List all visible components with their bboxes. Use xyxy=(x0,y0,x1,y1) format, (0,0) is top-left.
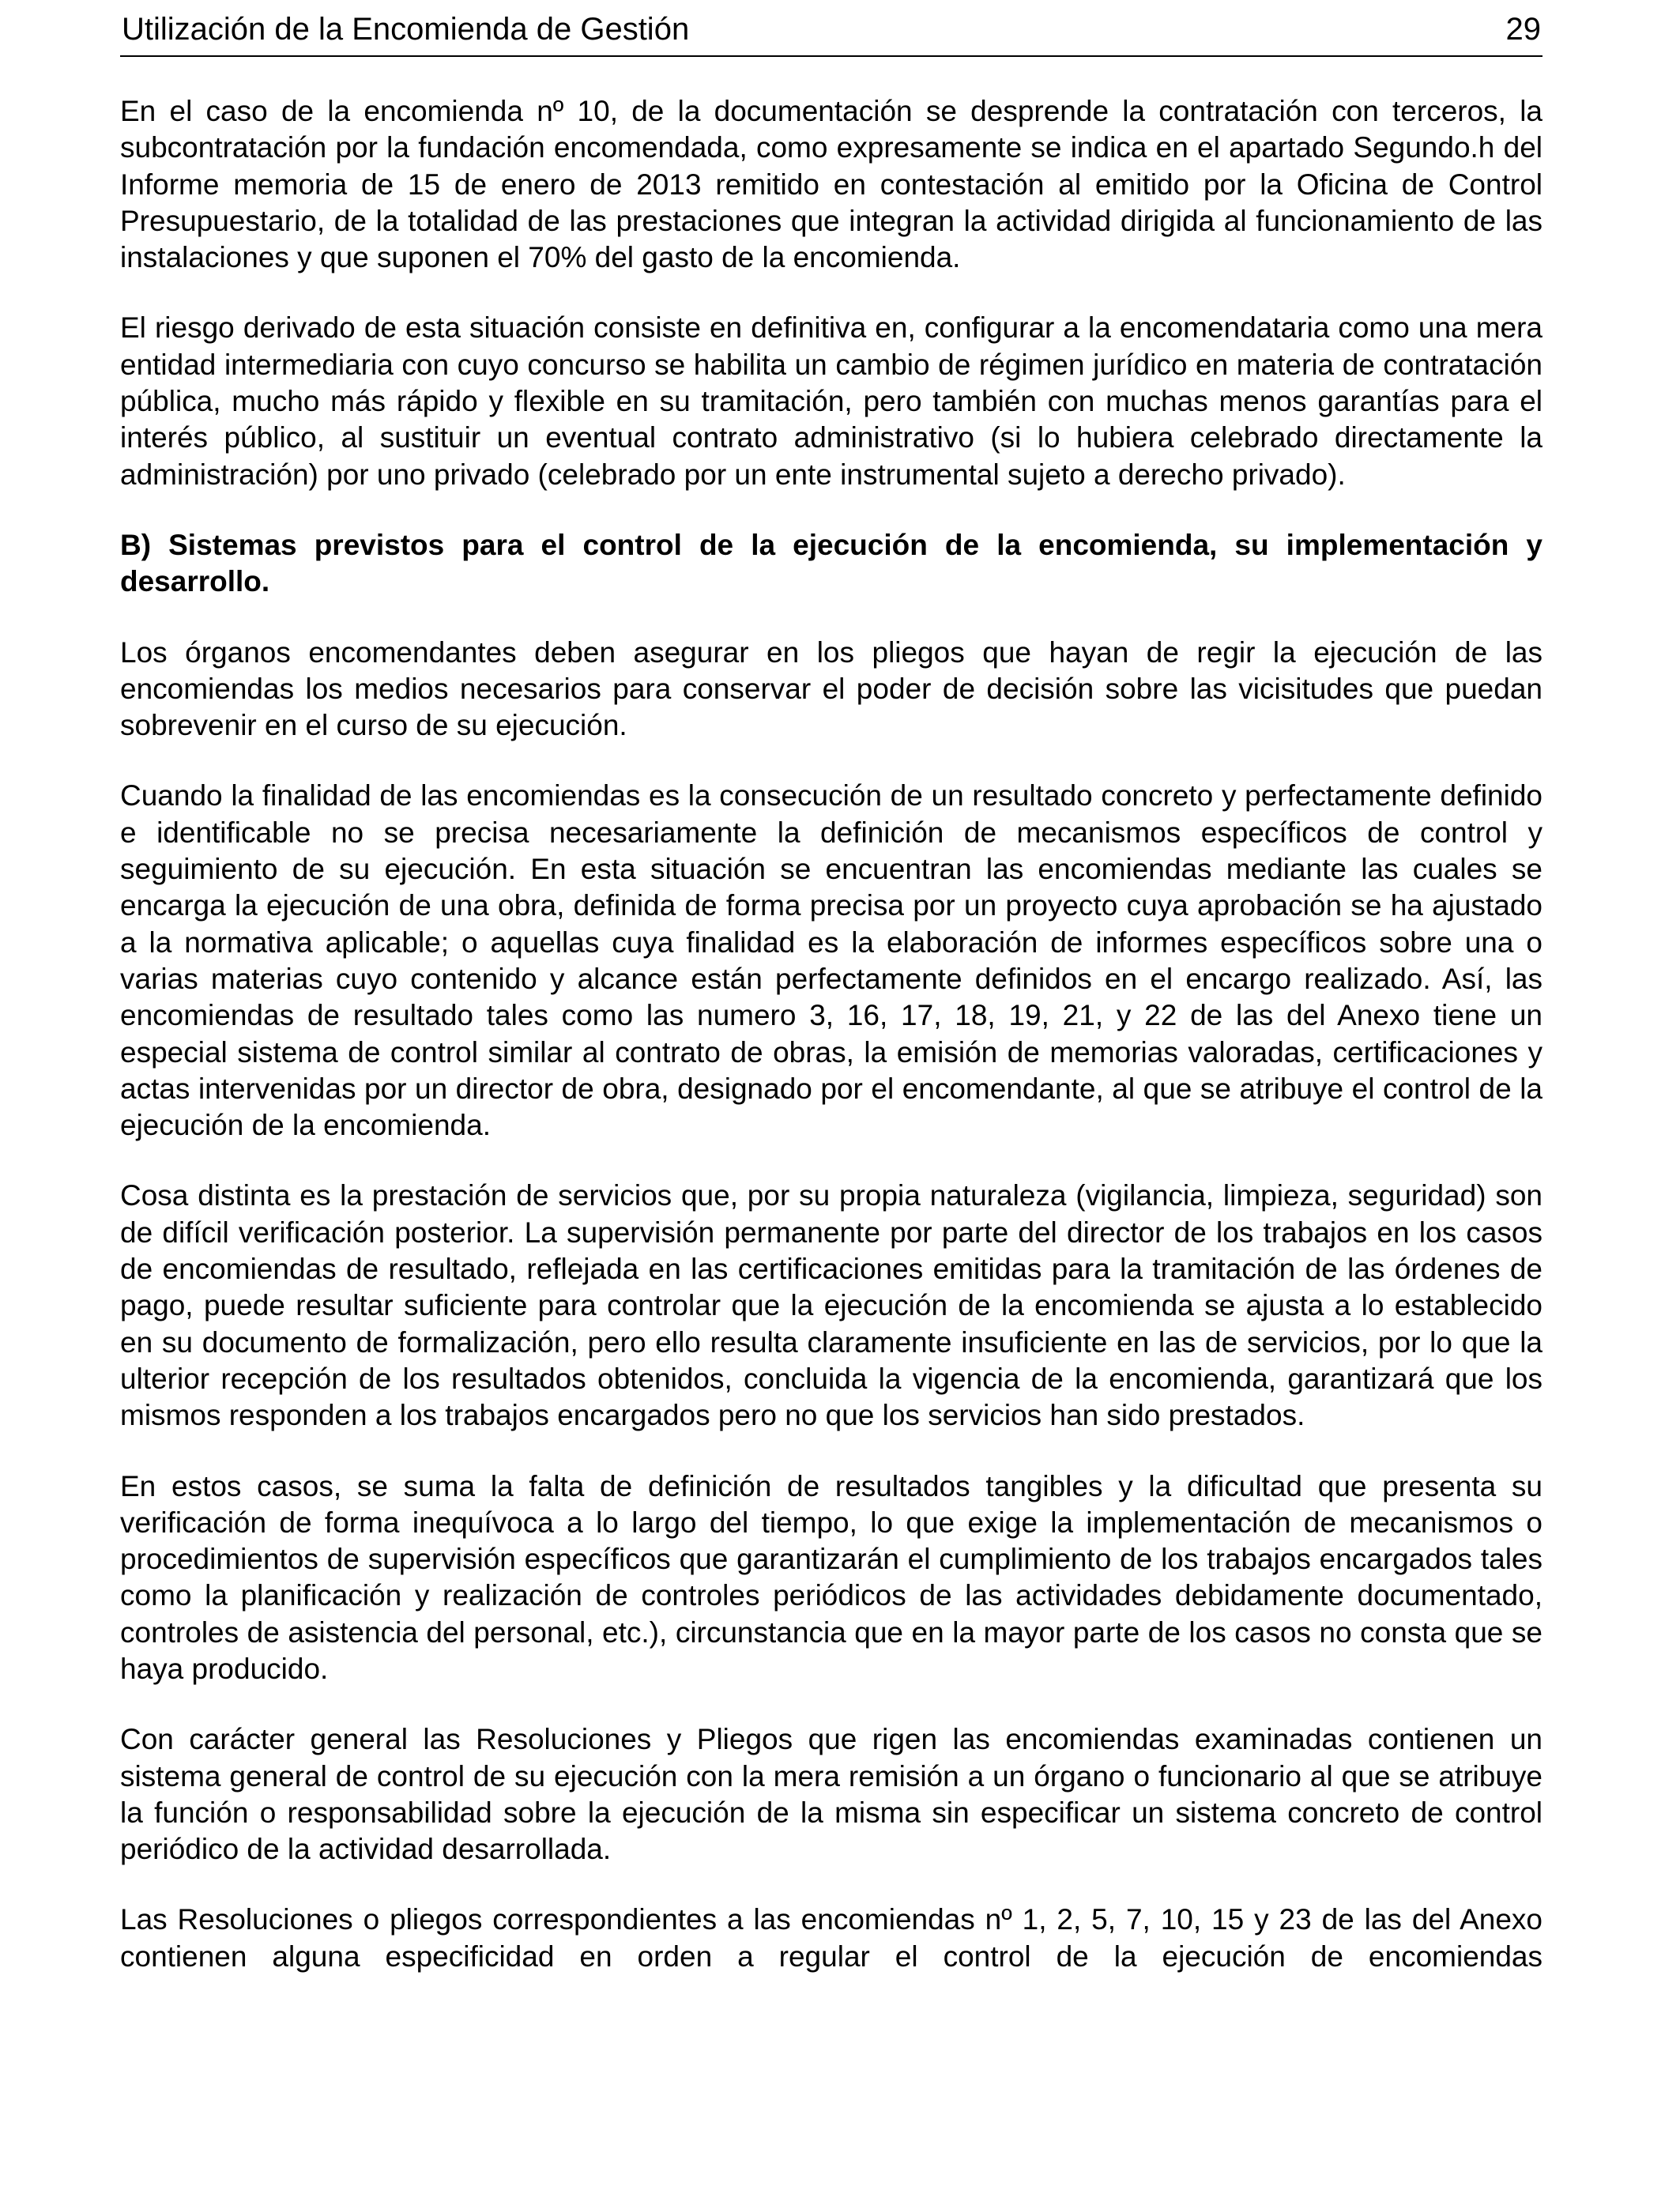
paragraph-resoluciones-pliegos: Las Resoluciones o pliegos correspondientes a las encomiendas nº 1, 2, 5, 7, 10, 15 y 23 de las del Anexo contienen alguna especificidad en orden a regular el control de la ejecución de encomiendas xyxy=(120,1903,1543,1973)
header-title: Utilización de la Encomienda de Gestión xyxy=(122,12,690,47)
paragraph-riesgo: El riesgo derivado de esta situación consiste en definitiva en, configurar a la encomendataria como una mera entidad intermediaria con cuyo concurso se habilita un cambio de régimen jurídico en materia de contratación pública, mucho más rápido y flexible en su tramitación, pero también con muchas menos garantías para el interés público, al sustituir un eventual contrato administrativo (si lo hubiera celebrado directamente la administración) por uno privado (celebrado por un ente instrumental sujeto a derecho privado). xyxy=(120,311,1543,491)
paragraph-organos-encomendantes: Los órganos encomendantes deben asegurar en los pliegos que hayan de regir la ejecución de las encomiendas los medios necesarios para conservar el poder de decisión sobre las vicisitudes que puedan sobrevenir en el curso de su ejecución. xyxy=(120,635,1543,742)
paragraph-estos-casos: En estos casos, se suma la falta de definición de resultados tangibles y la dificultad que presenta su verificación de forma inequívoca a lo largo del tiempo, lo que exige la implementación de mecanismos o procedimientos de supervisión específicos que garantizarán el cumplimiento de los trabajos encargados tales como la planificación y realización de controles periódicos de las actividades debidamente documentado, controles de asistencia del personal, etc.), circunstancia que en la mayor parte de los casos no consta que se haya producido. xyxy=(120,1469,1543,1685)
paragraph-caracter-general: Con carácter general las Resoluciones y Pliegos que rigen las encomiendas examinadas contienen un sistema general de control de su ejecución con la mera remisión a un órgano o funcionario al que se atribuye la función o responsabilidad sobre la ejecución de la misma sin especificar un sistema concreto de control periódico de la actividad desarrollada. xyxy=(120,1723,1543,1866)
running-header xyxy=(120,0,1543,57)
section-heading-b: B) Sistemas previstos para el control de la ejecución de la encomienda, su implementación y desarrollo. xyxy=(120,528,1543,598)
page-number: 29 xyxy=(1505,12,1541,47)
document-page xyxy=(120,0,1543,1975)
paragraph-prestacion-servicios: Cosa distinta es la prestación de servicios que, por su propia naturaleza (vigilancia, limpieza, seguridad) son de difícil verificación posterior. La supervisión permanente por parte del director de los trabajos en los casos de encomiendas de resultado, reflejada en las certificaciones emitidas para la tramitación de las órdenes de pago, puede resultar suficiente para controlar que la ejecución de la encomienda se ajusta a lo establecido en su documento de formalización, pero ello resulta claramente insuficiente en las de servicios, por lo que la ulterior recepción de los resultados obtenidos, concluida la vigencia de la encomienda, garantizará que los mismos responden a los trabajos encargados pero no que los servicios han sido prestados. xyxy=(120,1179,1543,1432)
paragraph-encomienda-10: En el caso de la encomienda nº 10, de la documentación se desprende la contratación con terceros, la subcontratación por la fundación encomendada, como expresamente se indica en el apartado Segundo.h del Informe memoria de 15 de enero de 2013 remitido en contestación al emitido por la Oficina de Control Presupuestario, de la totalidad de las prestaciones que integran la actividad dirigida al funcionamiento de las instalaciones y que suponen el 70% del gasto de la encomienda. xyxy=(120,95,1543,274)
document-body xyxy=(120,93,1543,1975)
paragraph-resultado-concreto: Cuando la finalidad de las encomiendas es la consecución de un resultado concreto y perfectamente definido e identificable no se precisa necesariamente la definición de mecanismos específicos de control y seguimiento de su ejecución. En esta situación se encuentran las encomiendas mediante las cuales se encarga la ejecución de una obra, definida de forma precisa por un proyecto cuya aprobación se ha ajustado a la normativa aplicable; o aquellas cuya finalidad es la elaboración de informes específicos sobre una o varias materias cuyo contenido y alcance están perfectamente definidos en el encargo realizado. Así, las encomiendas de resultado tales como las numero 3, 16, 17, 18, 19, 21, y 22 de las del Anexo tiene un especial sistema de control similar al contrato de obras, la emisión de memorias valoradas, certificaciones y actas intervenidas por un director de obra, designado por el encomendante, al que se atribuye el control de la ejecución de la encomienda. xyxy=(120,779,1543,1142)
